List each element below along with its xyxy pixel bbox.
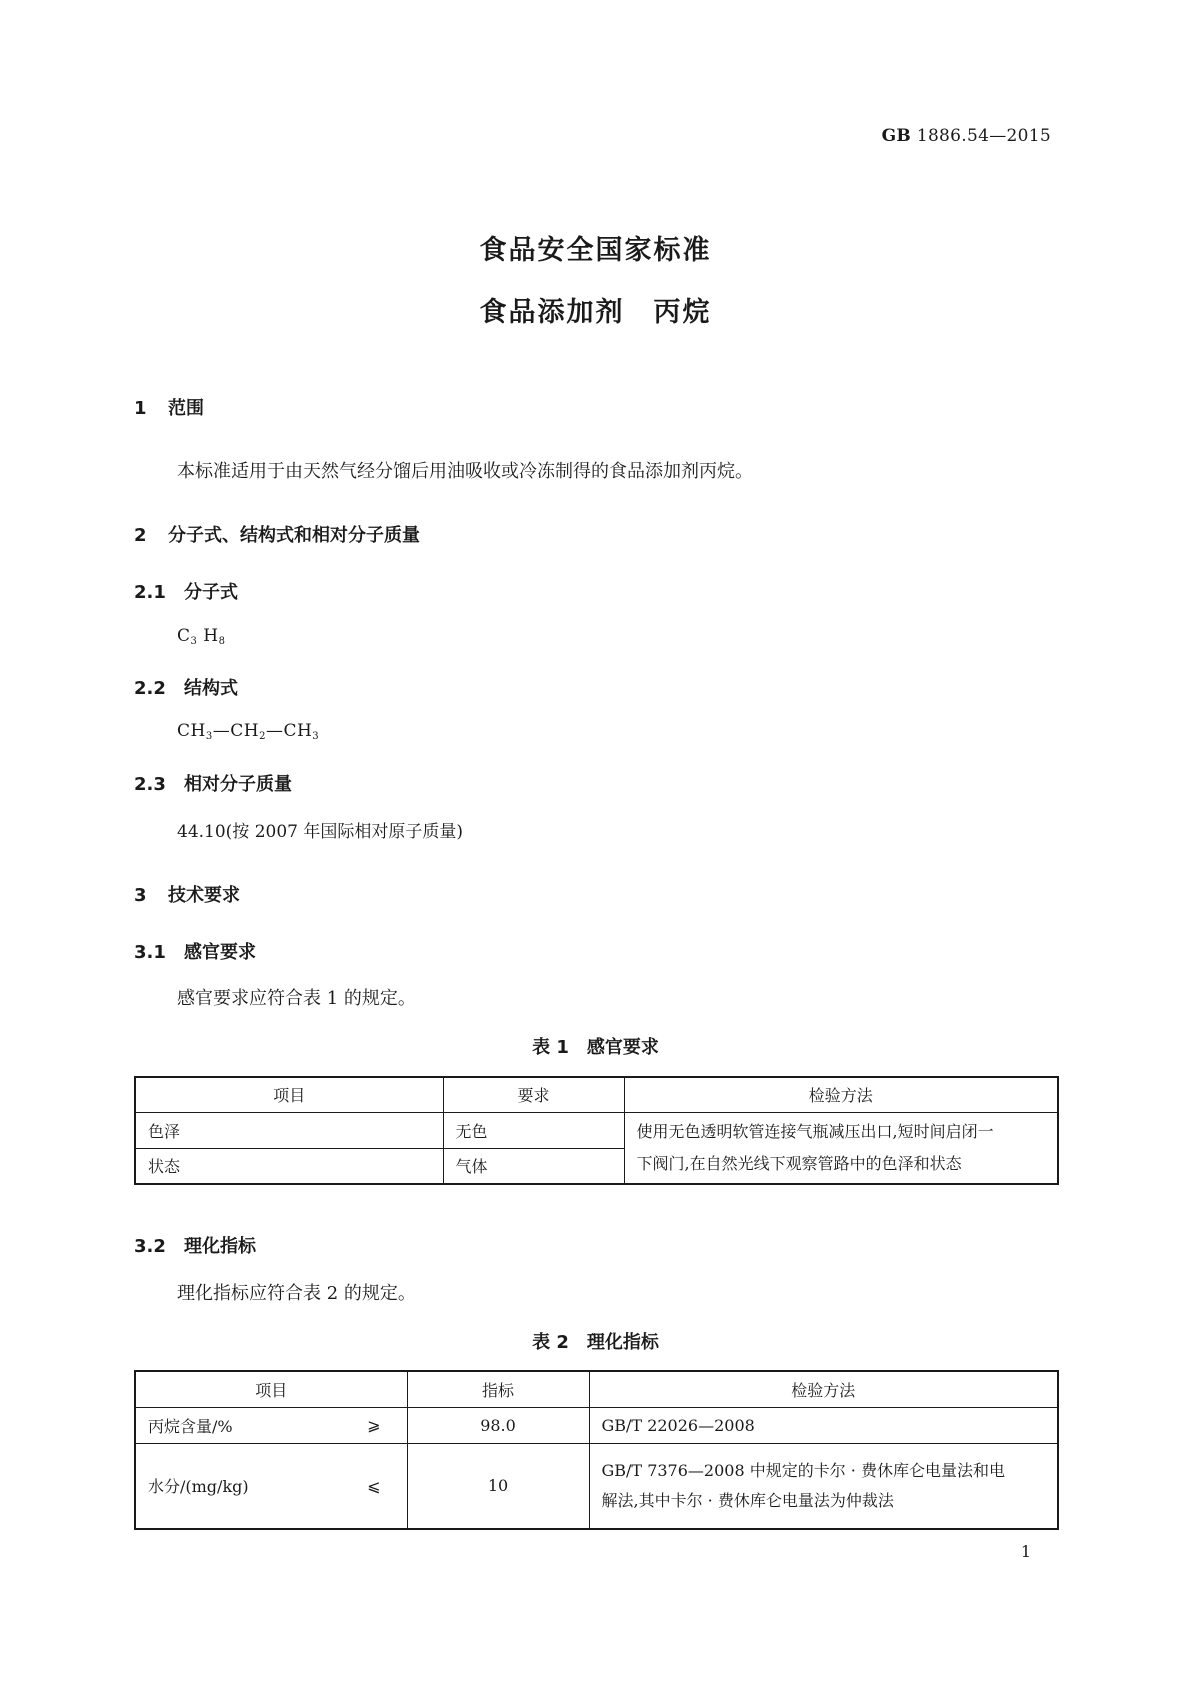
section-title: 结构式 (184, 678, 238, 699)
formula-subscript: 3 (205, 731, 213, 742)
document-subtitle: 食品添加剂 丙烷 (479, 297, 712, 328)
table-row (135, 1407, 1058, 1443)
item-label: 水分/(mg/kg) (148, 1477, 249, 1497)
table-header-row (135, 1077, 1058, 1112)
section-title: 理化指标 (184, 1236, 256, 1257)
formula-subscript: 2 (259, 731, 266, 742)
table-cell-item: 色泽 (135, 1112, 443, 1148)
table-cell-method (624, 1112, 1058, 1184)
section-number: 3 (134, 885, 147, 906)
table-sensory-requirements (134, 1076, 1059, 1185)
column-header: 要求 (443, 1077, 624, 1112)
table-row (135, 1443, 1058, 1529)
section-title: 感官要求 (184, 942, 256, 963)
formula-subscript: 3 (312, 731, 320, 742)
table-cell-item: 状态 (135, 1148, 443, 1184)
formula-group: CH (177, 721, 206, 741)
table-row (135, 1112, 1058, 1148)
molecular-mass-text: 44.10(按 2007 年国际相对原子质量) (177, 822, 464, 842)
formula-bond: — (265, 721, 284, 741)
table-cell-item (135, 1407, 407, 1443)
section-3-1-heading (134, 938, 256, 964)
column-header: 项目 (135, 1077, 443, 1112)
standard-number: 1886.54—2015 (916, 126, 1051, 146)
column-header: 指标 (407, 1371, 589, 1407)
section-number: 2 (134, 525, 147, 546)
section-title: 范围 (168, 398, 204, 419)
molecular-formula (177, 626, 226, 647)
formula-subscript: 3 (190, 636, 198, 647)
greater-equal-icon: ⩾ (367, 1415, 381, 1435)
formula-group: CH (283, 721, 313, 741)
column-header: 检验方法 (589, 1371, 1058, 1407)
section-number: 3.1 (134, 942, 166, 963)
table-cell-method: GB/T 22026—2008 (589, 1407, 1058, 1443)
section-title: 分子式 (184, 582, 238, 603)
table-2-caption: 表 2 理化指标 (532, 1332, 659, 1353)
section-2-1-heading (134, 578, 238, 604)
table-cell-requirement: 气体 (443, 1148, 624, 1184)
section-2-2-heading (134, 674, 238, 700)
method-line: 解法,其中卡尔 · 费休库仑电量法为仲裁法 (601, 1490, 894, 1510)
method-line: GB/T 7376—2008 中规定的卡尔 · 费休库仑电量法和电 (601, 1460, 1005, 1480)
section-number: 2.2 (134, 678, 166, 699)
method-line: 使用无色透明软管连接气瓶减压出口,短时间启闭一 (636, 1121, 994, 1141)
table-cell-method (589, 1443, 1058, 1529)
section-3-heading (134, 881, 240, 907)
less-equal-icon: ⩽ (367, 1476, 381, 1496)
table-1-caption: 表 1 感官要求 (532, 1037, 659, 1058)
section-2-heading (134, 521, 420, 547)
section-3-1-text: 感官要求应符合表 1 的规定。 (177, 988, 416, 1009)
item-label: 丙烷含量/% (148, 1416, 233, 1436)
section-2-3-heading (134, 770, 292, 796)
section-title: 分子式、结构式和相对分子质量 (168, 525, 420, 546)
section-number: 3.2 (134, 1236, 166, 1257)
section-1-text: 本标准适用于由天然气经分馏后用油吸收或冷冻制得的食品添加剂丙烷。 (177, 461, 753, 482)
section-3-2-text: 理化指标应符合表 2 的规定。 (177, 1283, 416, 1304)
table-cell-value: 10 (407, 1443, 589, 1529)
table-cell-value: 98.0 (407, 1407, 589, 1443)
standard-code (882, 126, 1051, 146)
column-header: 检验方法 (624, 1077, 1058, 1112)
section-number: 2.1 (134, 582, 166, 603)
standard-prefix: GB (881, 126, 912, 146)
section-3-2-heading (134, 1232, 256, 1258)
document-title: 食品安全国家标准 (479, 235, 712, 266)
table-header-row (135, 1371, 1058, 1407)
table-cell-requirement: 无色 (443, 1112, 624, 1148)
formula-bond: — (212, 721, 231, 741)
column-header: 项目 (135, 1371, 407, 1407)
section-title: 技术要求 (168, 885, 240, 906)
page-number: 1 (1020, 1542, 1031, 1561)
structural-formula (177, 721, 319, 742)
section-number: 2.3 (134, 774, 166, 795)
section-number: 1 (134, 398, 147, 419)
section-1-heading (134, 394, 204, 420)
table-cell-item (135, 1443, 407, 1529)
formula-element: H (203, 626, 219, 646)
method-line: 下阀门,在自然光线下观察管路中的色泽和状态 (636, 1153, 962, 1173)
table-physicochemical-indicators (134, 1370, 1059, 1530)
section-title: 相对分子质量 (184, 774, 292, 795)
formula-group: CH (230, 721, 260, 741)
formula-subscript: 8 (218, 636, 226, 647)
formula-element: C (177, 626, 191, 646)
